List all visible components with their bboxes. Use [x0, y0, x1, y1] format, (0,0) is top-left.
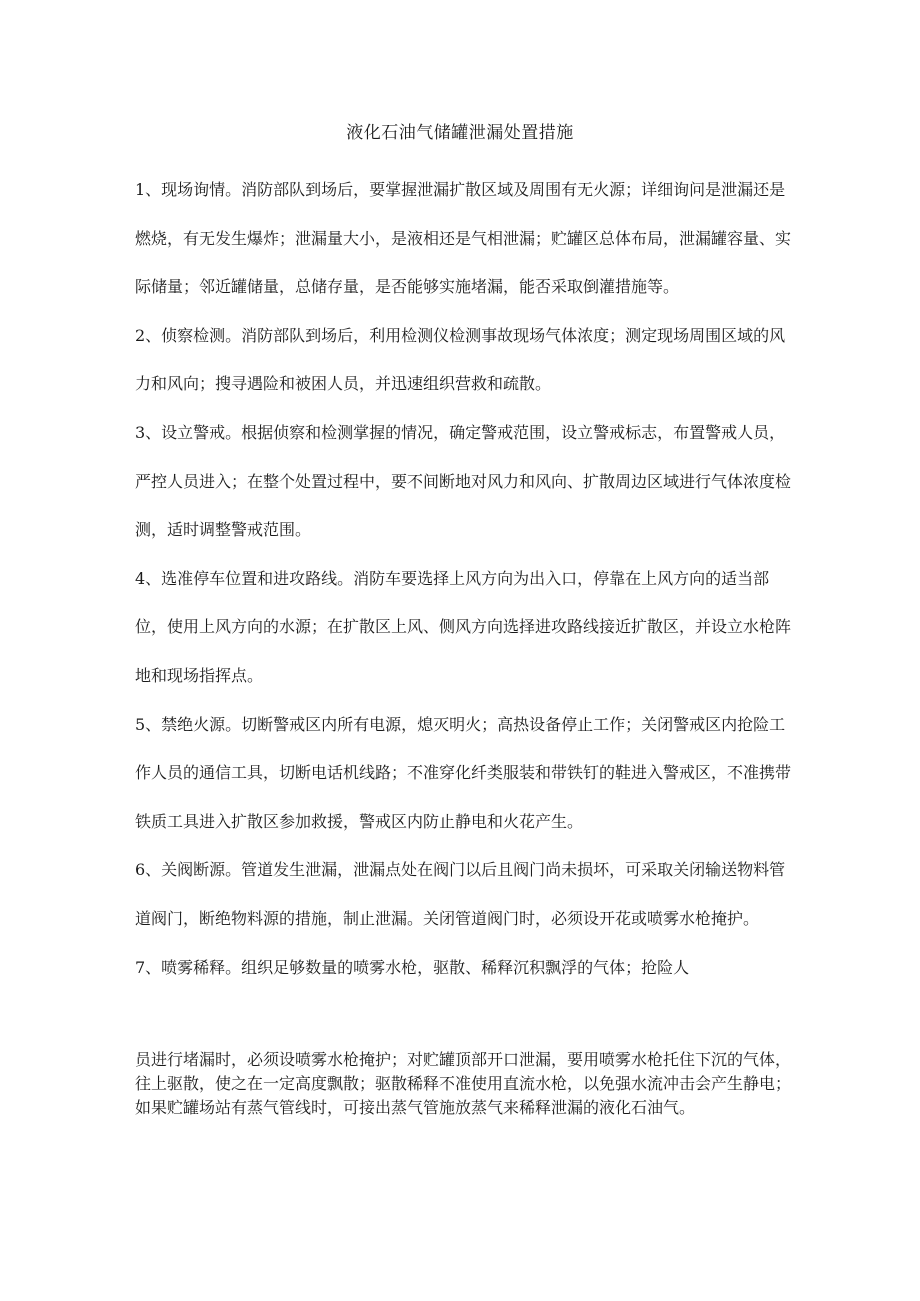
document-body [135, 166, 795, 992]
paragraph-2: 2、侦察检测。消防部队到场后，利用检测仪检测事故现场气体浓度；测定现场周围区域的风力和风向；搜寻遇险和被困人员，并迅速组织营救和疏散。 [135, 325, 786, 394]
paragraph-4: 4、选准停车位置和进攻路线。消防车要选择上风方向为出入口，停靠在上风方向的适当部位，使用上风方向的水源；在扩散区上风、侧风方向选择进攻路线接近扩散区，并设立水枪阵地和现场指挥点。 [135, 568, 792, 685]
paragraph-3: 3、设立警戒。根据侦察和检测掌握的情况，确定警戒范围，设立警戒标志，布置警戒人员，严控人员进入；在整个处置过程中，要不间断地对风力和风向、扩散周边区域进行气体浓度检测，适时调整警戒范围。 [135, 422, 792, 540]
paragraph-6: 6、关阀断源。管道发生泄漏，泄漏点处在阀门以后且阀门尚未损坏，可采取关闭输送物料管道阀门，断绝物料源的措施，制止泄漏。关闭管道阀门时，必须设开花或喷雾水枪掩护。 [135, 860, 786, 928]
document-title: 液化石油气储罐泄漏处置措施 [346, 123, 574, 143]
paragraph-7-continuation: 员进行堵漏时，必须设喷雾水枪掩护；对贮罐顶部开口泄漏，要用喷雾水枪托住下沉的气体，往上驱散，使之在一定高度飘散；驱散稀释不准使用直流水枪，以免强水流冲击会产生静电；如果贮罐场站有蒸气管线时，可接出蒸气管施放蒸气来稀释泄漏的液化石油气。 [135, 1050, 792, 1117]
paragraph-1: 1、现场询情。消防部队到场后，要掌握泄漏扩散区域及周围有无火源；详细询问是泄漏还是燃烧，有无发生爆炸；泄漏量大小，是液相还是气相泄漏；贮罐区总体布局，泄漏罐容量、实际储量；邻近罐储量，总储存量，是否能够实施堵漏，能否采取倒灌措施等。 [135, 180, 792, 297]
paragraph-5: 5、禁绝火源。切断警戒区内所有电源，熄灭明火；高热设备停止工作；关闭警戒区内抢险工作人员的通信工具，切断电话机线路；不准穿化纤类服装和带铁钉的鞋进入警戒区，不准携带铁质工具进入扩散区参加救援，警戒区内防止静电和火花产生。 [135, 714, 792, 831]
paragraph-7: 7、喷雾稀释。组织足够数量的喷雾水枪，驱散、稀释沉积飘浮的气体；抢险人 [135, 957, 690, 977]
